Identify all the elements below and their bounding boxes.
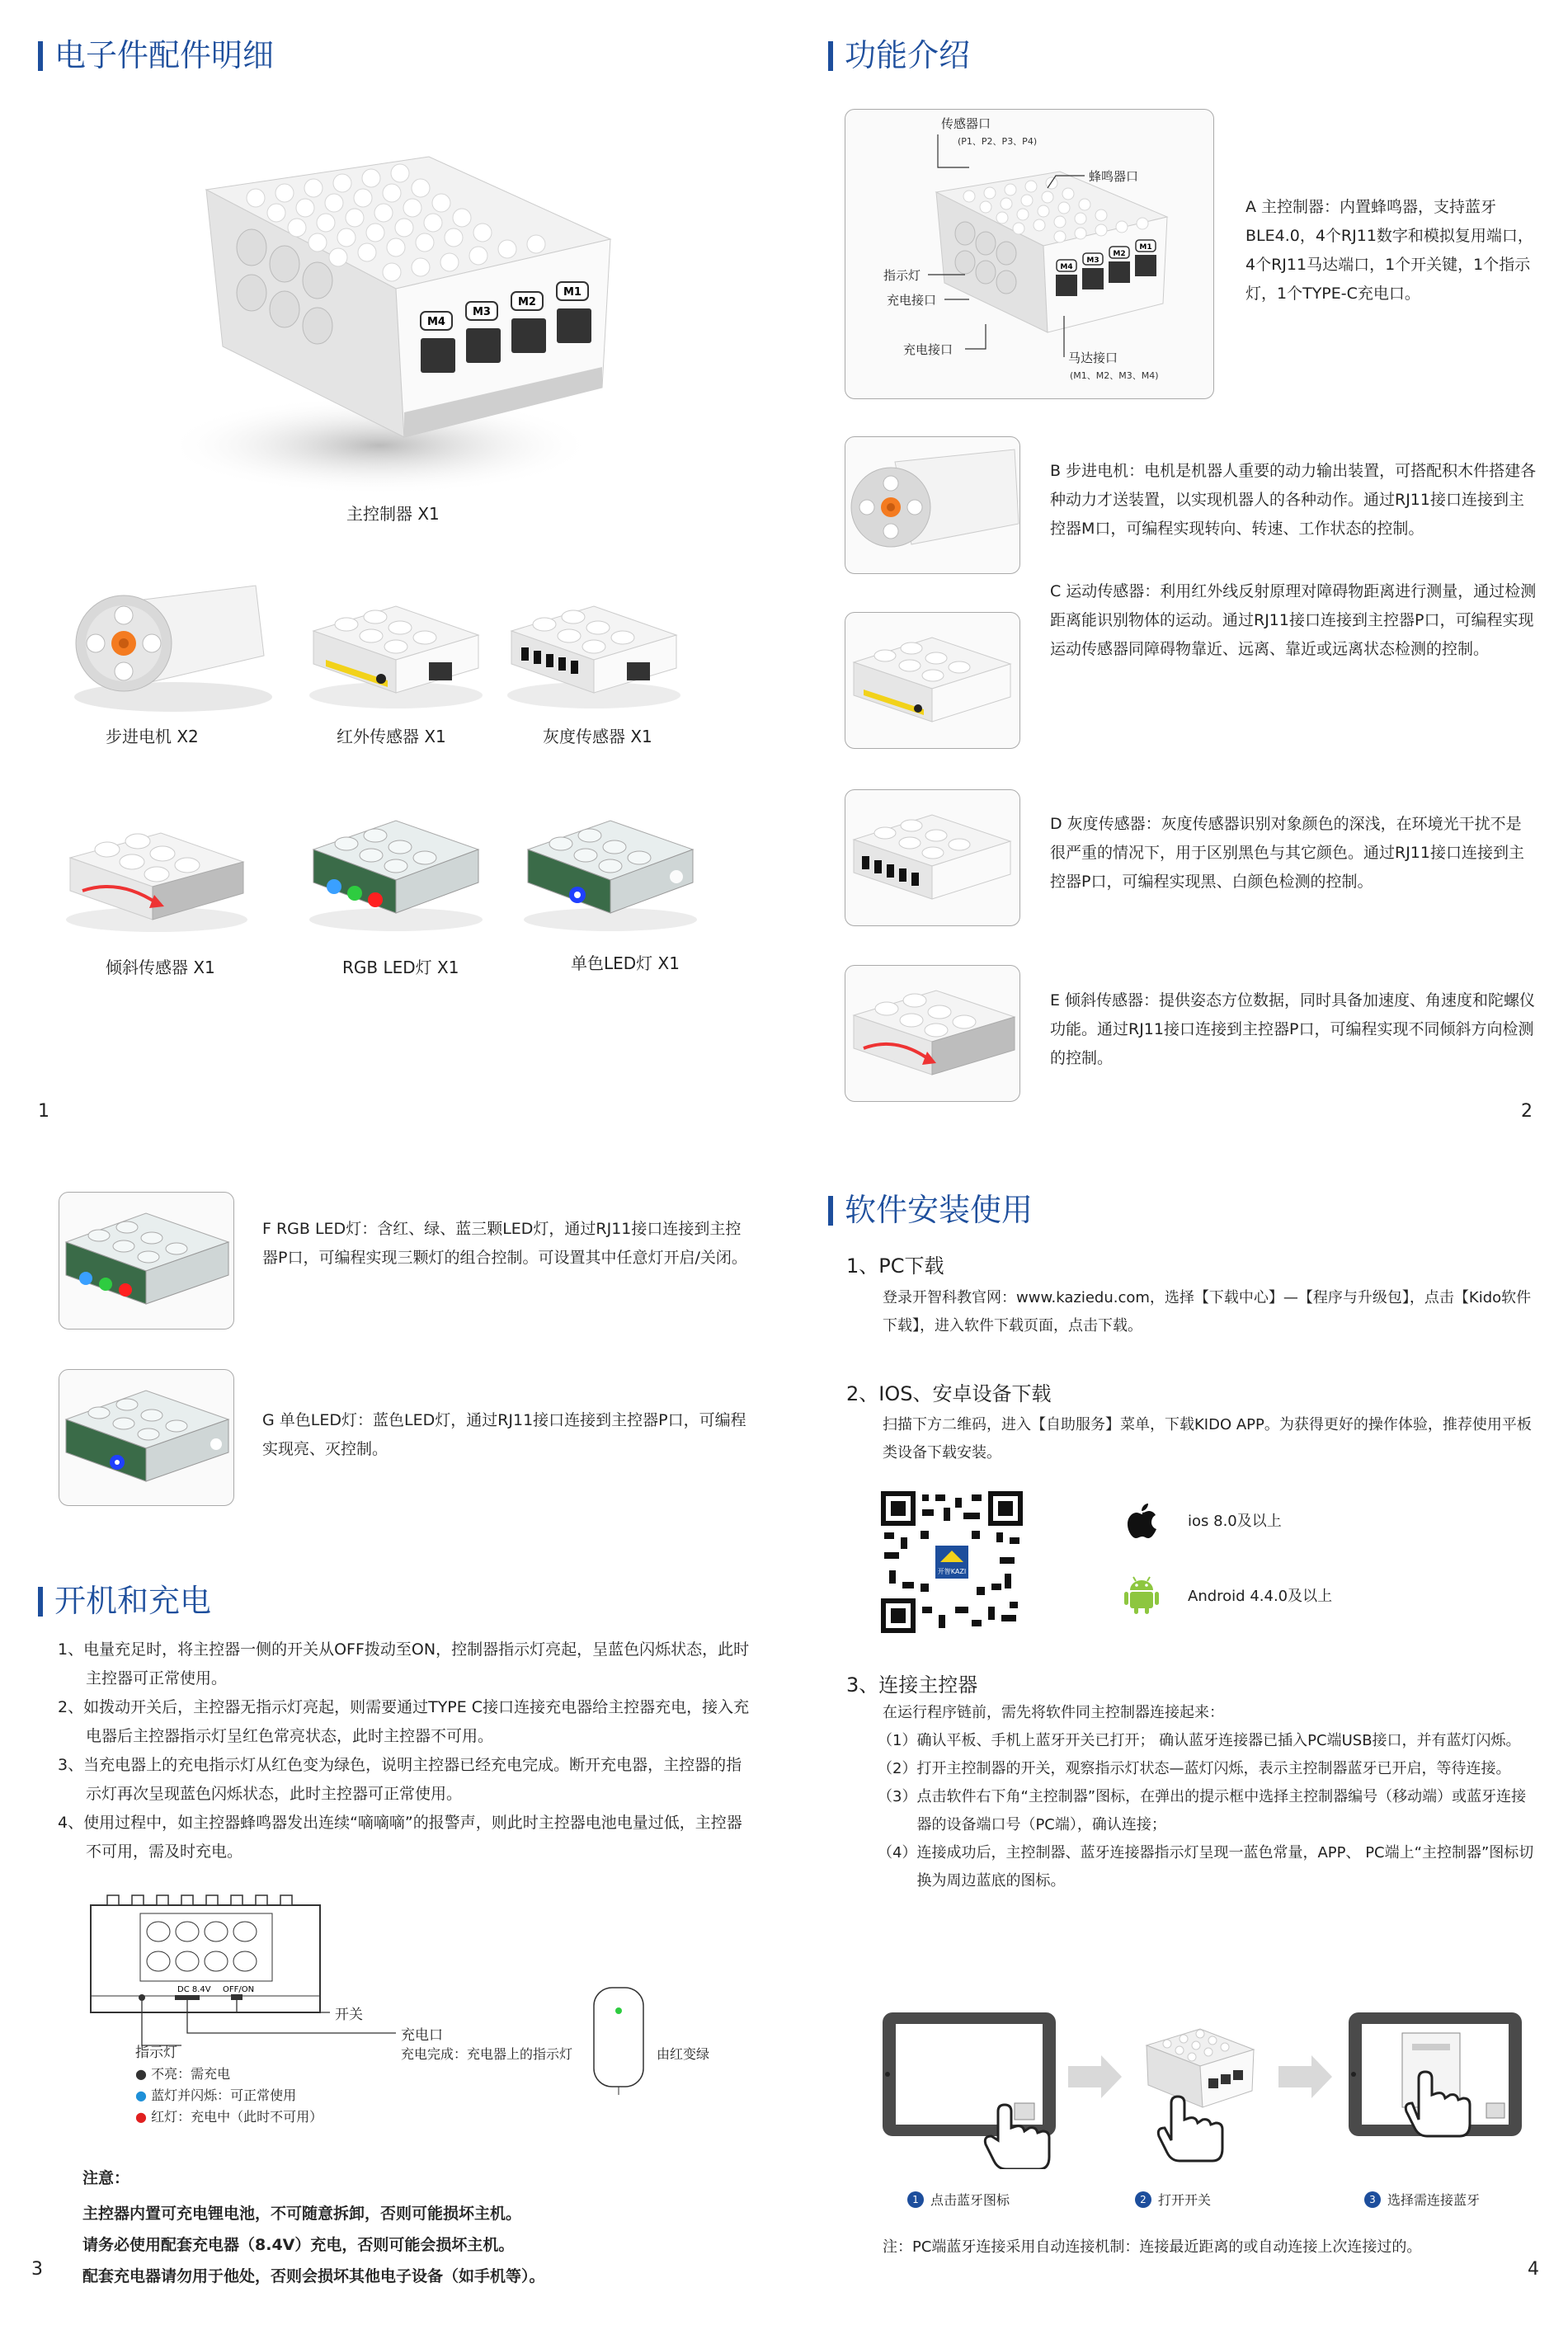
note-title: 注意： (82, 2169, 130, 2187)
page-number-4: 4 (1528, 2259, 1539, 2280)
switch-text: OFF/ON (223, 1985, 255, 1994)
charge-step-1: 1、电量充足时，将主控器一侧的开关从OFF拨动至ON，控制器指示灯亮起，呈蓝色闪烁状态，此时主控器可正常使用。 (58, 1640, 750, 1687)
rgb-led-image (305, 804, 487, 936)
section-b-text: B 步进电机：电机是机器人重要的动力输出装置，可搭配积木件搭建各种动力才送装置，以实现机器人的各种动作。通过RJ11接口连接到主控器M口，可编程实现转向、转速、工作状态的控制。 (1050, 462, 1537, 538)
diagram-leader-lines (845, 110, 1214, 399)
page1-title: 电子件配件明细 (38, 36, 274, 74)
illus-step-2 (1135, 2190, 1211, 2209)
section-c-text: C 运动传感器：利用红外线反射原理对障碍物距离进行测量，通过检测距离能识别物体的运动。通过RJ11接口连接到主控器P口，可编程实现运动传感器同障碍物靠近、远离、靠近或远离状态检测的控制。 (1050, 582, 1537, 658)
ios-label: ios 8.0及以上 (1188, 1513, 1282, 1530)
charge-port-label: 充电口 (401, 2027, 443, 2044)
qr-badge-text: 开智KAZI (937, 1568, 967, 1575)
illus-step-1 (907, 2190, 1010, 2209)
section-a-text: A 主控制器：内置蜂鸣器，支持蓝牙BLE4.0，4个RJ11数字和模拟复用端口，4个RJ11马达端口，1个开关键，1个指示灯，1个TYPE-C充电口。 (1245, 198, 1533, 303)
footer-note: 注：PC端蓝牙连接采用自动连接机制：连接最近距离的或自动连接上次连接过的。 (883, 2238, 1422, 2256)
step-1-label: 点击蓝牙图标 (930, 2192, 1010, 2208)
controller-diagram-frame (845, 109, 1214, 399)
gray-sensor-caption: 灰度传感器 X1 (543, 727, 652, 746)
illus-step-3 (1364, 2190, 1480, 2209)
tilt-sensor-frame (845, 965, 1020, 1102)
legend-dot-red: ● (135, 2109, 147, 2125)
tilt-sensor-caption: 倾斜传感器 X1 (106, 958, 215, 977)
diagram-charge-port-b: 充电接口 (903, 342, 954, 357)
tilt-sensor-image (62, 812, 252, 936)
android-icon (1123, 1575, 1160, 1615)
page-number-1: 1 (38, 1101, 49, 1122)
charge-step-4: 4、使用过程中，如主控器蜂鸣器发出连续“嘀嘀嘀”的报警声，则此时主控器电池电量过低，主控器不可用，需及时充电。 (58, 1814, 742, 1861)
mono-led-frame (59, 1369, 234, 1506)
rgb-led-thumb (59, 1193, 234, 1330)
switch-label: 开关 (335, 2007, 363, 2023)
legend-dot-blue: ● (135, 2087, 147, 2103)
note-3: 配套充电器请勿用于他处，否则会损坏其他电子设备（如手机等）。 (82, 2267, 545, 2285)
diagram-port-m1: M1 (1139, 243, 1152, 252)
pc-text: 登录开智科教官网：www.kaziedu.com，选择【下载中心】—【程序与升级包】，点击【Kido软件下载】，进入软件下载页面，点击下载。 (883, 1289, 1532, 1334)
apple-icon (1127, 1502, 1158, 1538)
ir-sensor-caption: 红外传感器 X1 (337, 727, 446, 746)
android-label: Android 4.4.0及以上 (1188, 1588, 1333, 1605)
legend-item-blue: ● 蓝灯并闪烁：可正常使用 (135, 2087, 297, 2103)
step-1-badge: 1 (907, 2191, 924, 2208)
diagram-port-m3: M3 (1086, 257, 1099, 265)
connect-illustration (874, 1996, 1534, 2169)
mono-led-image (520, 804, 701, 936)
connect-step-4: （4） 连接成功后，主控制器、蓝牙连接器指示灯呈现一蓝色常量，APP、 PC端上“主控制器”图标切换为周边蓝底的图标。 (878, 1844, 1534, 1890)
connect-step-1: （1） 确认平板、手机上蓝牙开关已打开； 确认蓝牙连接器已插入PC端USB接口，并有蓝灯闪烁。 (878, 1732, 1521, 1749)
diagram-sensor-port: 传感器口 (941, 116, 991, 131)
red-to-green-label: 由红变绿 (657, 2046, 710, 2062)
page4-title: 软件安装使用 (828, 1191, 1033, 1229)
dc-label: DC 8.4V (177, 1985, 211, 1994)
diagram-buzzer-port: 蜂鸣器口 (1089, 169, 1139, 184)
stepper-motor-image (66, 577, 272, 713)
connect-intro: 在运行程序链前，需先将软件同主控制器连接起来： (883, 1704, 1224, 1721)
mono-led-thumb (59, 1370, 234, 1506)
connect-heading: 3、连接主控器 (846, 1673, 978, 1697)
diagram-motor-port: 马达接口 (1068, 351, 1118, 365)
port-label-m2: M2 (518, 296, 536, 308)
charge-title: 开机和充电 (38, 1582, 211, 1620)
charge-steps (58, 1636, 752, 1866)
port-label-m4: M4 (427, 316, 445, 328)
qr-code (881, 1491, 1023, 1633)
ir-sensor-thumb (845, 613, 1020, 749)
indicator-legend (135, 2064, 323, 2128)
step-2-badge: 2 (1135, 2191, 1151, 2208)
step-3-badge: 3 (1364, 2191, 1381, 2208)
legend-item-off: ● 不亮：需充电 (135, 2066, 231, 2082)
section-f-text: F RGB LED灯：含红、绿、蓝三颗LED灯，通过RJ11接口连接到主控器P口，可编程实现三颗灯的组合控制。可设置其中任意灯开启/关闭。 (262, 1220, 747, 1267)
diagram-sensor-port-sub: (P1、P2、P3、P4) (958, 136, 1038, 147)
note-list (82, 2198, 759, 2292)
pc-heading: 1、PC下载 (846, 1254, 944, 1278)
diagram-motor-port-sub: (M1、M2、M3、M4) (1070, 370, 1159, 381)
ir-sensor-frame (845, 612, 1020, 749)
stepper-motor-frame (845, 436, 1020, 574)
indicator-label: 指示灯 (135, 2045, 177, 2061)
connect-steps (878, 1727, 1537, 1895)
section-d-text: D 灰度传感器：灰度传感器识别对象颜色的深浅，在环境光干扰不是很严重的情况下，用于区别黑色与其它颜色。通过RJ11接口连接到主控器P口，可编程实现黑、白颜色检测的控制。 (1050, 815, 1524, 891)
section-e-text: E 倾斜传感器：提供姿态方位数据，同时具备加速度、角速度和陀螺仪功能。通过RJ11接口连接到主控器P口，可编程实现不同倾斜方向检测的控制。 (1050, 991, 1536, 1067)
section-g-text: G 单色LED灯：蓝色LED灯，通过RJ11接口连接到主控器P口，可编程实现亮、灭控制。 (262, 1411, 746, 1458)
main-controller-caption: 主控制器 X1 (346, 504, 440, 524)
page-number-2: 2 (1521, 1101, 1533, 1122)
legend-item-red: ● 红灯：充电中（此时不可用） (135, 2109, 323, 2125)
connect-step-3: （3） 点击软件右下角“主控制器”图标，在弹出的提示框中选择主控制器编号（移动端）或蓝牙连接器的设备端口号（PC端），确认连接； (878, 1788, 1527, 1833)
ir-sensor-image (305, 590, 487, 713)
connect-step-2: （2） 打开主控制器的开关，观察指示灯状态—蓝灯闪烁，表示主控制器蓝牙已开启，等待连接。 (878, 1760, 1511, 1777)
port-label-m1: M1 (563, 286, 582, 299)
page-number-3: 3 (31, 2259, 43, 2280)
note-1: 主控器内置可充电锂电池，不可随意拆卸，否则可能损坏主机。 (82, 2205, 522, 2223)
stepper-motor-thumb (845, 437, 1020, 574)
charge-step-3: 3、当充电器上的充电指示灯从红色变为绿色，说明主控器已经充电完成。断开充电器，主控器的指示灯再次呈现蓝色闪烁状态，此时主控器可正常使用。 (58, 1756, 742, 1803)
tilt-sensor-thumb (845, 966, 1020, 1102)
rgb-led-caption: RGB LED灯 X1 (342, 958, 459, 977)
diagram-port-m4: M4 (1060, 263, 1073, 271)
main-controller-image (181, 140, 627, 495)
charge-step-2: 2、如拨动开关后，主控器无指示灯亮起，则需要通过TYPE C接口连接充电器给主控器充电，接入充电器后主控器指示灯呈红色常亮状态，此时主控器不可用。 (58, 1698, 750, 1745)
diagram-port-m2: M2 (1113, 250, 1126, 258)
gray-sensor-image (503, 590, 685, 713)
step-2-label: 打开开关 (1158, 2192, 1212, 2208)
legend-dot-off: ● (135, 2066, 147, 2082)
mono-led-caption: 单色LED灯 X1 (571, 953, 680, 973)
page2-title: 功能介绍 (828, 36, 970, 74)
diagram-charge-port-a: 充电接口 (887, 293, 937, 308)
gray-sensor-frame (845, 789, 1020, 926)
note-2: 请务必使用配套充电器（8.4V）充电，否则可能会损坏主机。 (82, 2236, 515, 2254)
rgb-led-frame (59, 1192, 234, 1330)
port-label-m3: M3 (473, 306, 491, 318)
mobile-text: 扫描下方二维码，进入【自助服务】菜单，下载KIDO APP。为获得更好的操作体验，推荐使用平板类设备下载安装。 (883, 1416, 1532, 1461)
diagram-indicator: 指示灯 (883, 268, 921, 283)
mobile-heading: 2、IOS、安卓设备下载 (846, 1382, 1052, 1405)
stepper-motor-caption: 步进电机 X2 (106, 727, 199, 746)
gray-sensor-thumb (845, 790, 1020, 926)
step-3-label: 选择需连接蓝牙 (1387, 2192, 1481, 2208)
charge-done-label: 充电完成：充电器上的指示灯 (401, 2046, 573, 2062)
